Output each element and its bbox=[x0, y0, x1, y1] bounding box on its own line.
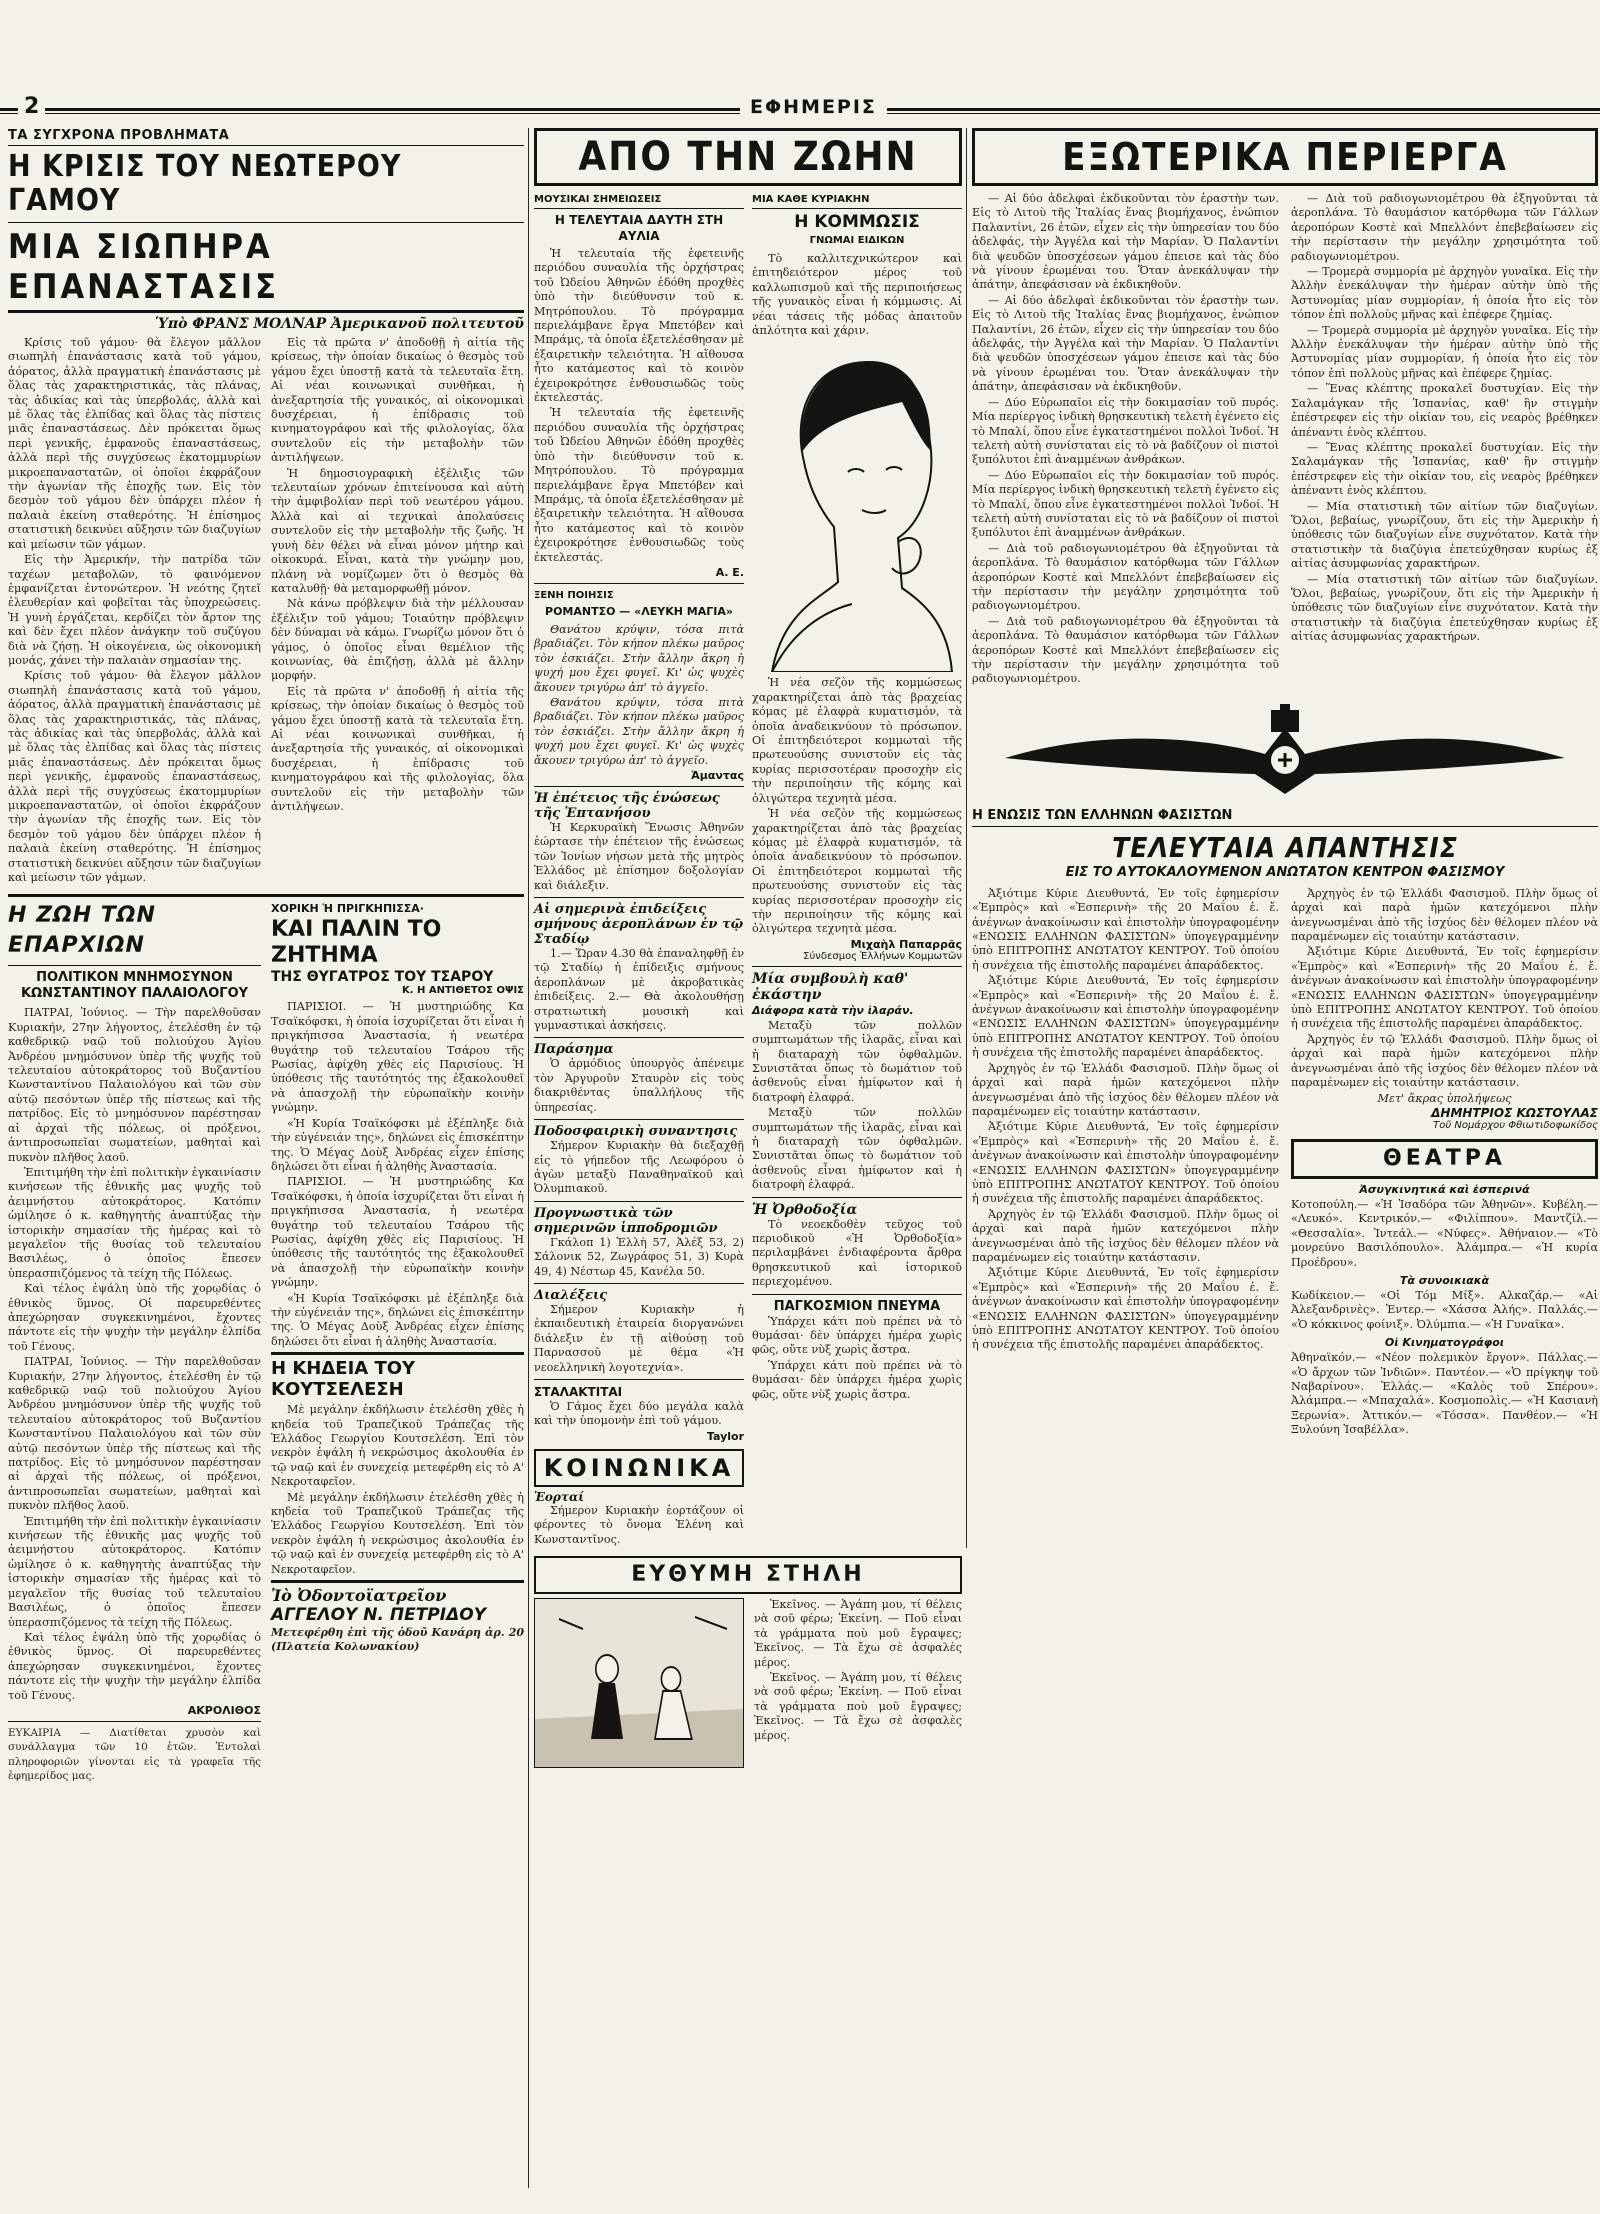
fascist-right bbox=[1291, 887, 1598, 1438]
divider bbox=[534, 786, 744, 787]
article-body bbox=[534, 947, 744, 1033]
article-subheadline: Τὰ συνοικιακὰ bbox=[1399, 1273, 1490, 1287]
paragraph: Ἀρχηγὸς ἐν τῷ Ἑλλάδι Φασισμοῦ. Πλὴν ὅμως οἱ ἀρχαὶ καὶ παρὰ ἡμῶν κατεχόμενοι πλὴν ἀνεγνωσμέναι ἀπὸ τῆς ἰσχύος δὲν θέλομεν πλέον νὰ παραμένωμεν εἰς τοιαύτην κατάστασιν. bbox=[972, 1061, 1279, 1118]
paragraph: — Διὰ τοῦ ραδιογωνιομέτρου θὰ ἐξηγοῦνται τὰ ἀεροπλάνα. Τὸ θαυμάσιον κατόρθωμα τῶν Γάλλων ἀεροπόρων Κοστὲ καὶ Μπελλόντ ἐπεβεβαίωσεν εἰς τὴν περίστασιν τὴν μεγάλην χρησιμότητα τοῦ ραδιογωνιομέτρου. bbox=[1291, 192, 1598, 263]
paragraph: Σήμερον Κυριακὴν ἑορτάζουν οἱ φέροντες τὸ ὄνομα Ἑλένη καὶ Κωνσταντῖνος. bbox=[534, 1503, 744, 1546]
closing: Μετ' ἄκρας ὑπολήψεως bbox=[1377, 1091, 1512, 1105]
paragraph: Ἡ τελευταία τῆς ἐφετεινῆς περιόδου συναυλία τῆς ὀρχήστρας τοῦ Ὠδείου Ἀθηνῶν ἐδόθη προχθὲς ὑπὸ τὴν διεύθυνσιν τοῦ κ. Μητρόπουλου. Τὸ πρόγραμμα περιελάμβανε ἔργα Μπετόβεν καὶ Μπράμς, τὰ ὁποῖα ἐξετελέσθησαν μὲ ἐξαιρετικὴν τελειότητα. Ἡ αἴθουσα ἦτο κατάμεστος καὶ τὸ κοινὸν ἐχειροκρότησε ἐνθουσιωδῶς τοὺς ἐκτελεστάς. bbox=[534, 247, 744, 405]
kicker: ΤΑ ΣΥΓΧΡΟΝΑ ΠΡΟΒΛΗΜΑΤΑ bbox=[8, 128, 524, 146]
article-headline: ΚΑΙ ΠΑΛΙΝ ΤΟ ΖΗΤΗΜΑ bbox=[271, 917, 442, 969]
paragraph: Ὑπάρχει κάτι ποὺ πρέπει νὰ τὸ θυμάσαι· δὲν ὑπάρχει ἡμέρα χωρὶς φῶς, οὔτε νὺξ χωρὶς ἄστρα. bbox=[752, 1358, 962, 1401]
paragraph: — Διὰ τοῦ ραδιογωνιομέτρου θὰ ἐξηγοῦνται τὰ ἀεροπλάνα. Τὸ θαυμάσιον κατόρθωμα τῶν Γάλλων ἀεροπόρων Κοστὲ καὶ Μπελλόντ ἐπεβεβαίωσεν εἰς τὴν περίστασιν τὴν μεγάλην χρησιμότητα τοῦ ραδιογωνιομέτρου. bbox=[972, 614, 1279, 686]
classified-ad: ΕΥΚΑΙΡΙΑ — Διατίθεται χρυσὸν καὶ συνάλλαγμα τῶν 10 ἐτῶν. Ἐντολαὶ πληροφοριῶν γίνονται εἰς τὰ γραφεῖα τῆς ἐφημερίδος μας. bbox=[8, 1726, 261, 1783]
masthead bbox=[0, 96, 1600, 118]
paragraph: Σήμερον Κυριακὴν θὰ διεξαχθῇ εἰς τὸ γήπεδον τῆς Λεωφόρου ὁ ἀγὼν μεταξὺ Παναθηναϊκοῦ καὶ Ὀλυμπιακοῦ. bbox=[534, 1139, 744, 1196]
paragraph: Ἀξιότιμε Κύριε Διευθυντά, Ἐν τοῖς ἐφημερίσιν «Ἐμπρὸς» καὶ «Ἐσπερινὴ» τῆς 20 Μαΐου ἐ. ἔ. ἀνέγνων ἀνακοίνωσιν καὶ ἐπιστολὴν ὑπογραφομένην «ΕΝΩΣΙΣ ΕΛΛΗΝΩΝ ΦΑΣΙΣΤΩΝ» ὑπογεγραμμένην ὑπὸ ΕΠΙΤΡΟΠΗΣ ΑΝΩΤΑΤΟΥ ΚΕΝΤΡΟΥ. Τοῦ ὁποίου ἡ συνέχεια τῆς ἐπιστολῆς παραμένει ἀπαράδεκτος. bbox=[1291, 945, 1598, 1031]
article-subheadline: Ἀσυγκινητικά καὶ ἑσπερινά bbox=[1359, 1182, 1530, 1196]
divider bbox=[8, 310, 524, 313]
paragraph: Ὁ Γάμος ἔχει δύο μεγάλα καλὰ καὶ τὴν ὑπομονὴν ἐπὶ τοῦ γάμου. bbox=[534, 1399, 744, 1428]
article-body bbox=[752, 1019, 962, 1193]
paragraph: Νὰ κάνω πρόβλεψιν διὰ τὴν μέλλουσαν ἐξέλιξιν τοῦ γάμου; Τοιαύτην πρόβλεψιν δὲν δύναμαι νὰ κάμω. Γνωρίζω μόνον ὅτι ὁ γάμος, ὁ ὁποῖος εἶναι θεμέλιον τῆς κοινωνίας, θὰ ἐπιζήσῃ, ἀλλὰ μὲ ἄλλην μορφήν. bbox=[271, 597, 524, 683]
column-separator bbox=[966, 128, 967, 1548]
paragraph: Εἰς τὰ πρῶτα ν' ἀποδοθῇ ἡ αἰτία τῆς κρίσεως, τὴν ὁποίαν δικαίως ὁ θεσμὸς τοῦ γάμου ἔχει ὑποστῇ κατὰ τὰ τελευταῖα ἔτη. Αἱ νέαι κοινωνικαὶ συνθῆκαι, ἡ ἀνεξαρτησία τῆς γυναικός, αἱ οἰκονομικαὶ δυσχέρειαι, ἡ ἐπίδρασις τοῦ κινηματογράφου καὶ τῆς φιλολογίας, ὅλα συντελοῦν εἰς τὴν μεταβολὴν τῶν ἀντιλήψεων. bbox=[271, 336, 524, 465]
article-headline: ΤΕΛΕΥΤΑΙΑ ΑΠΑΝΤΗΣΙΣ bbox=[1112, 830, 1458, 864]
section-header-box bbox=[1291, 1139, 1598, 1179]
article-body bbox=[534, 1236, 744, 1279]
paragraph: Ἐπιτιμήθη τὴν ἐπὶ πολιτικὴν ἐγκαινίασιν κινήσεων τῆς ἐθνικῆς μας ψυχῆς τοῦ ἀειμνήστου αὐτοκράτορος. Κατόπιν ὡμίλησε ὁ κ. καθηγητὴς ἀναπτύξας τὴν ἱστορικὴν σημασίαν τῆς ἡμέρας καὶ τὸ μεγαλεῖον τῆς θυσίας τοῦ τελευταίου Βασιλέως, ὁ ὁποῖος ἔπεσεν ὑπερασπιζόμενος τὰ τείχη τῆς Πόλεως. bbox=[8, 1165, 261, 1280]
paragraph: Μὲ μεγάλην ἐκδήλωσιν ἐτελέσθη χθὲς ἡ κηδεία τοῦ Τραπεζικοῦ Τράπεζας τῆς Ἑλλάδος Γεωργίου Κουτσελέση. Ἐπὶ τὸν νεκρὸν ἐψάλη ἡ νεκρώσιμος ἀκολουθία ἐν τῷ ναῷ καὶ ἐν συνεχείᾳ μετεφέρθη εἰς τὸ Α' Νεκροταφεῖον. bbox=[271, 1490, 524, 1576]
paragraph: Ἀξιότιμε Κύριε Διευθυντά, Ἐν τοῖς ἐφημερίσιν «Ἐμπρὸς» καὶ «Ἐσπερινὴ» τῆς 20 Μαΐου ἐ. ἔ. ἀνέγνων ἀνακοίνωσιν καὶ ἐπιστολὴν ὑπογραφομένην «ΕΝΩΣΙΣ ΕΛΛΗΝΩΝ ΦΑΣΙΣΤΩΝ» ὑπογεγραμμένην ὑπὸ ΕΠΙΤΡΟΠΗΣ ΑΝΩΤΑΤΟΥ ΚΕΝΤΡΟΥ. Τοῦ ὁποίου ἡ συνέχεια τῆς ἐπιστολῆς παραμένει ἀπαράδεκτος. bbox=[972, 1120, 1279, 1206]
paragraph: — Δύο Εὐρωπαῖοι εἰς τὴν δοκιμασίαν τοῦ πυρός. Μία περίεργος ἰνδικὴ θρησκευτικὴ τελετὴ ἐγένετο εἰς τὸ Μπαλί, ὅπου εἶνε ἐγκατεστημένοι πολλοὶ Ἰνδοί. Ἡ τελετὴ αὐτὴ συνίσταται εἰς τὸ νὰ βαδίζουν οἱ πιστοὶ ξυπόλυτοι ἐπὶ ἀναμμένων ἀνθράκων. bbox=[972, 395, 1279, 467]
paragraph: ΠΑΤΡΑΙ, Ἰούνιος. — Τὴν παρελθοῦσαν Κυριακήν, 27ην λήγοντος, ἐτελέσθη ἐν τῷ καθεδρικῷ ναῷ τοῦ πολιούχου Ἁγίου Ἀνδρέου μνημόσυνον ὑπὲρ τῆς ψυχῆς τοῦ τελευταίου αὐτοκράτορος τοῦ Βυζαντίου Κωνσταντίνου Παλαιολόγου καὶ τῶν σὺν αὐτῷ πεσόντων ὑπὲρ τῆς πίστεως καὶ τῆς πατρίδος. Εἰς τὸ μνημόσυνον παρέστησαν αἱ ἀρχαὶ τῆς πόλεως, οἱ πρόξενοι, ἀντιπροσωπεῖαι σωματείων, μαθηταὶ καὶ πυκνὸν πλῆθος λαοῦ. bbox=[8, 1355, 261, 1513]
paragraph: Εἰς τὴν Ἀμερικήν, τὴν πατρίδα τῶν ταχέων μεταβολῶν, τὸ φαινόμενον ἐμφανίζεται ἐντονώτερον. Ἡ νεότης ζητεῖ ἐλευθερίαν καὶ φοβεῖται τὰς ὑποχρεώσεις. Ἡ γυνὴ ἐργάζεται, κερδίζει τὸν ἄρτον της καὶ δὲν ἔχει πλέον ἀνάγκην τοῦ συζύγου διὰ νὰ ζήσῃ. Ἡ οἰκογένεια, ὡς οἰκονομικὴ μονάς, χάνει τὴν παλαιὰν σημασίαν της. bbox=[8, 553, 261, 667]
article-body bbox=[972, 887, 1279, 1438]
section-headline: ΚΟΙΝΩΝΙΚΑ bbox=[543, 1453, 735, 1482]
column-1 bbox=[8, 128, 524, 1784]
tsar-section bbox=[271, 901, 524, 1783]
article-headline: Προγνωστικὰ τῶν σημερινῶν ἱπποδρομιῶν bbox=[534, 1205, 718, 1236]
kicker: ΜΟΥΣΙΚΑΙ ΣΗΜΕΙΩΣΕΙΣ bbox=[534, 192, 744, 209]
paragraph: Τὸ νεοεκδοθὲν τεῦχος τοῦ περιοδικοῦ «Ἡ Ὀρθοδοξία» περιλαμβάνει ἐνδιαφέροντα ἄρθρα θρησκευτικοῦ καὶ ἱστορικοῦ περιεχομένου. bbox=[752, 1217, 962, 1289]
paragraph: ΠΑΤΡΑΙ, Ἰούνιος. — Τὴν παρελθοῦσαν Κυριακήν, 27ην λήγοντος, ἐτελέσθη ἐν τῷ καθεδρικῷ ναῷ τοῦ πολιούχου Ἁγίου Ἀνδρέου μνημόσυνον ὑπὲρ τῆς ψυχῆς τοῦ τελευταίου αὐτοκράτορος τοῦ Βυζαντίου Κωνσταντίνου Παλαιολόγου καὶ τῶν σὺν αὐτῷ πεσόντων ὑπὲρ τῆς πίστεως καὶ τῆς πατρίδος. Εἰς τὸ μνημόσυνον παρέστησαν αἱ ἀρχαὶ τῆς πόλεως, οἱ πρόξενοι, ἀντιπροσωπεῖαι σωματείων, μαθηταὶ καὶ πυκνὸν πλῆθος λαοῦ. bbox=[8, 1006, 261, 1164]
article-headline: ΠΟΛΙΤΙΚΟΝ ΜΝΗΜΟΣΥΝΟΝ bbox=[36, 970, 233, 986]
paragraph: Ἡ τελευταία τῆς ἐφετεινῆς περιόδου συναυλία τῆς ὀρχήστρας τοῦ Ὠδείου Ἀθηνῶν ἐδόθη προχθὲς ὑπὸ τὴν διεύθυνσιν τοῦ κ. Μητρόπουλου. Τὸ πρόγραμμα περιελάμβανε ἔργα Μπετόβεν καὶ Μπράμς, τὰ ὁποῖα ἐξετελέσθησαν μὲ ἐξαιρετικὴν τελειότητα. Ἡ αἴθουσα ἦτο κατάμεστος καὶ τὸ κοινὸν ἐχειροκρότησε ἐνθουσιωδῶς τοὺς ἐκτελεστάς. bbox=[534, 406, 744, 564]
paragraph: — Αἱ δύο ἀδελφαὶ ἐκδικοῦνται τὸν ἐραστὴν των. Εἰς τὸ Λιτοὺ τῆς Ἰταλίας ἕνας βιομήχανος, ἐνώπιον Παλαντίνι, 26 ἐτῶν, εἶχεν εἰς τὴν ὑπηρεσίαν του δύο ἀδελφάς, τὴν Ἀγγέλα καὶ τὴν Μαρίαν. Ὁ Παλαντίνι διὰ ψευδῶν ὑποσχέσεων γάμου ἐπεισε καὶ τὰς δύο νὰ γίνουν ἐρωμέναι του. Ὅταν ἀνεκάλυψαν τὴν ἀπάτην, ἀπεφάσισαν νὰ ἐκδικηθοῦν. bbox=[972, 293, 1279, 394]
article-headline: Η ΚΡΙΣΙΣ ΤΟΥ ΝΕΩΤΕΡΟΥ ΓΑΜΟΥ bbox=[8, 149, 402, 218]
article-body bbox=[754, 1598, 962, 1768]
signature: ΔΗΜΗΤΡΙΟΣ ΚΩΣΤΟΥΛΑΣ bbox=[1431, 1105, 1598, 1120]
article-body bbox=[534, 1400, 744, 1429]
provinces-section bbox=[8, 901, 261, 1783]
paragraph: Κρίσις τοῦ γάμου· θὰ ἔλεγον μᾶλλον σιωπηλὴ ἐπανάστασις κατὰ τοῦ γάμου, ἀόρατος, ἀλλὰ πραγματικὴ ἐπανάστασις μὲ ὅλας τὰς χαρακτηριστικάς, τὰς πλάνας, τὰς ἀδικίας καὶ τὰς ὑπερβολάς, ἀλλὰ καὶ μὲ ὅλας τὰς ἐλπίδας καὶ ὅλας τὰς πίστεις μιᾶς ἐπαναστάσεως. Δὲν πρόκειται ὅμως περὶ γενικῆς, ἐμφανοῦς ἐπαναστάσεως, ἀλλὰ περὶ τῆς συγχύσεως ἑκατομμυρίων μικροεπαναστατῶν, οἱ ὁποῖοι ἐκφράζουν τὴν ἀγωνίαν τῆς ἐποχῆς των. Εἰς τὸν δεσμὸν τοῦ γάμου δὲν ὑπάρχει πλέον ἡ παλαιὰ ἐκείνη σταθερότης. Ἡ ἐπίσημος στατιστικὴ δεικνύει αὔξησιν τῶν διαζυγίων καὶ μείωσιν τῶν γάμων. bbox=[8, 669, 261, 885]
paragraph: Ἀρχηγὸς ἐν τῷ Ἑλλάδι Φασισμοῦ. Πλὴν ὅμως οἱ ἀρχαὶ καὶ παρὰ ἡμῶν κατεχόμενοι πλὴν ἀνεγνωσμέναι ἀπὸ τῆς ἰσχύος δὲν θέλομεν πλέον νὰ παραμένωμεν εἰς τοιαύτην κατάστασιν. bbox=[1291, 1032, 1598, 1090]
poem-stanza: Θανάτου κρύψιν, τόσα πιτὰ βραδιάζει. Τὸν κήπον πλέκω μαῦρος τὸν ἐσκιάζει. Στὴν ἄλλην ἄκρη ἡ ψυχή μου ἔχει φυγεῖ. Κι' ὡς ψυχὲς ἄκουεν τριγύρω ἀπ' τὸ ἀγγεῖο. bbox=[534, 622, 744, 694]
dialogue: Ἐκεῖνος. — Ἀγάπη μου, τί θέλεις νὰ σοῦ φέρω; Ἐκείνη. — Ποῦ εἶναι τὰ γράμματα ποὺ μοῦ ἔγραψες; Ἐκεῖνος. — Τὰ ἔχω σὲ ἀσφαλὲς μέρος. bbox=[754, 1671, 962, 1742]
article-body bbox=[534, 821, 744, 893]
article-headline: Ποδοσφαιρικὴ συναντησις bbox=[534, 1124, 738, 1140]
hairstyle-illustration bbox=[752, 342, 962, 672]
kicker: ΧΟΡΙΚΗ Ἡ ΠΡΙΓΚΗΠΙΣΣΑ· bbox=[271, 902, 424, 916]
article-headline: Διαλέξεις bbox=[534, 1287, 608, 1303]
paragraph: Κρίσις τοῦ γάμου· θὰ ἔλεγον μᾶλλον σιωπηλὴ ἐπανάστασις κατὰ τοῦ γάμου, ἀόρατος, ἀλλὰ πραγματικὴ ἐπανάστασις μὲ ὅλας τὰς χαρακτηριστικάς, τὰς πλάνας, τὰς ἀδικίας καὶ τὰς ὑπερβολάς, ἀλλὰ καὶ μὲ ὅλας τὰς ἐλπίδας καὶ ὅλας τὰς πίστεις μιᾶς ἐπαναστάσεως. Δὲν πρόκειται ὅμως περὶ γενικῆς, ἐμφανοῦς ἐπαναστάσεως, ἀλλὰ περὶ τῆς συγχύσεως ἑκατομμυρίων μικροεπαναστατῶν, οἱ ὁποῖοι ἐκφράζουν τὴν ἀγωνίαν τῆς ἐποχῆς των. Εἰς τὸν δεσμὸν τοῦ γάμου δὲν ὑπάρχει πλέον ἡ παλαιὰ ἐκείνη σταθερότης. Ἡ ἐπίσημος στατιστικὴ δεικνύει αὔξησιν τῶν διαζυγίων καὶ μείωσιν τῶν γάμων. bbox=[8, 336, 261, 551]
byline: Κ. Η ΑΝΤΙΘΕΤΟΣ ΟΨΙΣ bbox=[401, 985, 524, 997]
divider bbox=[752, 966, 962, 967]
signature: Α. Ε. bbox=[715, 565, 744, 579]
divider bbox=[534, 1201, 744, 1202]
paragraph: Ἀξιότιμε Κύριε Διευθυντά, Ἐν τοῖς ἐφημερίσιν «Ἐμπρὸς» καὶ «Ἐσπερινὴ» τῆς 20 Μαΐου ἐ. ἔ. ἀνέγνων ἀνακοίνωσιν καὶ ἐπιστολὴν ὑπογραφομένην «ΕΝΩΣΙΣ ΕΛΛΗΝΩΝ ΦΑΣΙΣΤΩΝ» ὑπογεγραμμένην ὑπὸ ΕΠΙΤΡΟΠΗΣ ΑΝΩΤΑΤΟΥ ΚΕΝΤΡΟΥ. Τοῦ ὁποίου ἡ συνέχεια τῆς ἐπιστολῆς παραμένει ἀπαράδεκτος. bbox=[972, 1266, 1279, 1352]
article-body bbox=[8, 1006, 261, 1703]
paragraph: ΠΑΡΙΣΙΟΙ. — Ἡ μυστηριώδης Κα Τσαϊκόφσκι, ἡ ὁποία ἰσχυρίζεται ὅτι εἶναι ἡ πριγκήπισσα Ἀναστασία, ἡ νεωτέρα θυγάτηρ τοῦ τελευταίου Τσάρου τῆς Ρωσίας, ἀφίχθη χθὲς εἰς Παρισίους. Ἡ ὑπόθεσις τῆς ταυτότητός της ἐξακολουθεῖ νὰ ἀπασχολῇ τὴν εὐρωπαϊκὴν κοινὴν γνώμην. bbox=[271, 1175, 524, 1290]
signature-title: Τοῦ Νομάρχου Φθιωτιδοφωκίδος bbox=[1433, 1119, 1598, 1131]
article-headline: Ἡ ἐπέτειος τῆς ἑνώσεως τῆς Ἑπτανήσου bbox=[534, 791, 720, 821]
paragraph: Ὁ ἀρμόδιος ὑπουργὸς ἀπένειμε τὸν Ἀργυροῦν Σταυρὸν εἰς τοὺς διακριθέντας ὑπαλλήλους τῆς ὑπηρεσίας. bbox=[534, 1057, 744, 1114]
paragraph: Ἀξιότιμε Κύριε Διευθυντά, Ἐν τοῖς ἐφημερίσιν «Ἐμπρὸς» καὶ «Ἐσπερινὴ» τῆς 20 Μαΐου ἐ. ἔ. ἀνέγνων ἀνακοίνωσιν καὶ ἐπιστολὴν ὑπογραφομένην «ΕΝΩΣΙΣ ΕΛΛΗΝΩΝ ΦΑΣΙΣΤΩΝ» ὑπογεγραμμένην ὑπὸ ΕΠΙΤΡΟΠΗΣ ΑΝΩΤΑΤΟΥ ΚΕΝΤΡΟΥ. Τοῦ ὁποίου ἡ συνέχεια τῆς ἐπιστολῆς παραμένει ἀπαράδεκτος. bbox=[972, 974, 1279, 1060]
page-number: 2 bbox=[18, 96, 45, 118]
paragraph: Καὶ τέλος ἐψάλη ὑπὸ τῆς χορῳδίας ὁ ἐθνικὸς ὕμνος. Οἱ παρευρεθέντες ἀπεχώρησαν συγκεκινημένοι, ἔχοντες πάντοτε εἰς τὴν ψυχὴν τὴν μεγάλην ἐλπίδα τοῦ Γένους. bbox=[8, 1630, 261, 1702]
divider bbox=[534, 897, 744, 898]
eagle-emblem-icon bbox=[985, 698, 1585, 808]
article-body bbox=[8, 336, 261, 886]
article-body bbox=[752, 676, 962, 936]
article-body bbox=[972, 192, 1279, 688]
article-body bbox=[752, 1315, 962, 1402]
paper-name: ΕΦΗΜΕΡΙΣ bbox=[740, 97, 887, 117]
article-headline: Παράσημα bbox=[534, 1042, 614, 1058]
article-headline: Ἡ Ὀρθοδοξία bbox=[752, 1201, 858, 1218]
paragraph: 1.— Ὥραν 4.30 θὰ ἐπαναληφθῇ ἐν τῷ Σταδίῳ ἡ ἐπίδειξις σμήνους ἀεροπλάνων μὲ ἀκροβατικὰς ἐπιδείξεις. 2.— Θὰ ἀκολουθήσῃ στρατιωτικὴ μουσικὴ καὶ γυμναστικαὶ ἀσκήσεις. bbox=[534, 947, 744, 1033]
divider bbox=[752, 1197, 962, 1198]
section-header-box bbox=[534, 1556, 962, 1594]
paragraph: Καὶ τέλος ἐψάλη ὑπὸ τῆς χορῳδίας ὁ ἐθνικὸς ὕμνος. Οἱ παρευρεθέντες ἀπεχώρησαν συγκεκινημένοι, ἔχοντες πάντοτε εἰς τὴν ψυχὴν τὴν μεγάλην ἐλπίδα τοῦ Γένους. bbox=[8, 1282, 261, 1353]
poem-body bbox=[534, 623, 744, 768]
paragraph: Τὸ καλλιτεχνικώτερον καὶ ἐπιτηδειότερον μέρος τοῦ καλλωπισμοῦ καὶ τῆς περιποιήσεως τῆς γυναικὸς εἶναι ἡ κόμμωσις. Αἱ νέαι τάσεις τῆς μόδας ἀπαιτοῦν ἁπλότητα καὶ χάριν. bbox=[752, 252, 962, 338]
section-header-box bbox=[534, 1449, 744, 1487]
article-headline: Αἱ σημερινὰ ἐπιδείξεις σμήνους ἀεροπλάνων ἐν τῷ Σταδίῳ bbox=[534, 902, 744, 948]
paragraph: Μεταξὺ τῶν πολλῶν συμπτωμάτων τῆς ἰλαρᾶς, εἶναι καὶ ἡ διαταραχὴ τῶν ὀφθαλμῶν. Συνιστᾶται ὅπως τὸ δωμάτιον τοῦ ἀσθενοῦς εἶναι ἡμίφωτον καὶ ἡ διατροφὴ ἐλαφρά. bbox=[752, 1018, 962, 1104]
article-headline: ΣΤΑΛΑΚΤΙΤΑΙ bbox=[534, 1384, 623, 1399]
section-header-box bbox=[534, 128, 962, 186]
column-2 bbox=[534, 128, 962, 1768]
divider bbox=[8, 1721, 261, 1722]
column-separator bbox=[528, 128, 529, 2188]
section-headline: ΕΞΩΤΕΡΙΚΑ ΠΕΡΙΕΡΓΑ bbox=[1062, 135, 1508, 179]
paragraph: Ἐπιτιμήθη τὴν ἐπὶ πολιτικὴν ἐγκαινίασιν κινήσεων τῆς ἐθνικῆς μας ψυχῆς τοῦ ἀειμνήστου αὐτοκράτορος. Κατόπιν ὡμίλησε ὁ κ. καθηγητὴς ἀναπτύξας τὴν ἱστορικὴν σημασίαν τῆς ἡμέρας καὶ τὸ μεγαλεῖον τῆς θυσίας τοῦ τελευταίου Βασιλέως, ὁ ὁποῖος ἔπεσεν ὑπερασπιζόμενος τὰ τείχη τῆς Πόλεως. bbox=[8, 1514, 261, 1629]
article-subheadline: ΜΙΑ ΣΙΩΠΗΡΑ ΕΠΑΝΑΣΤΑΣΙΣ bbox=[8, 227, 280, 307]
article-headline: Η ΚΟΜΜΩΣΙΣ bbox=[794, 212, 920, 232]
hairdressing-section bbox=[752, 192, 962, 1548]
divider bbox=[271, 1352, 524, 1355]
kicker: ΞΕΝΗ ΠΟΙΗΣΙΣ bbox=[534, 589, 614, 601]
signature: Taylor bbox=[706, 1429, 744, 1443]
article-body bbox=[534, 1057, 744, 1115]
article-body bbox=[534, 1139, 744, 1197]
paragraph: Ἡ νέα σεζὸν τῆς κομμώσεως χαρακτηρίζεται ἀπὸ τὰς βραχείας κόμας μὲ ἐλαφρὰ κυματισμόν, τὰ ὁποῖα ἀναδεικνύουν τὸ πρόσωπον. Οἱ ἐπιτηδειότεροι κομμωταὶ τῆς πρωτευούσης συνιστοῦν εἰς τὰς κυρίας περισσοτέραν προσοχὴν εἰς τὴν περιποίησιν τῆς κόμης καὶ ὀλιγώτερα τεχνητὰ μέσα. bbox=[752, 807, 962, 936]
divider bbox=[8, 894, 524, 897]
article-body bbox=[534, 247, 744, 565]
article-body bbox=[534, 1504, 744, 1547]
divider bbox=[271, 1580, 524, 1583]
section-headline: ΘΕΑΤΡΑ bbox=[1383, 1145, 1506, 1171]
article-body bbox=[752, 1218, 962, 1290]
kicker: Η ΕΝΩΣΙΣ ΤΩΝ ΕΛΛΗΝΩΝ ΦΑΣΙΣΤΩΝ bbox=[972, 808, 1598, 827]
byline: Ὑπὸ ΦΡΑΝΣ ΜΟΛΝΑΡ Ἀμερικανοῦ πολιτευτοῦ bbox=[154, 316, 524, 332]
article-subheadline: Οἱ Κινηματογράφοι bbox=[1384, 1336, 1505, 1350]
poem-stanza: Θανάτου κρύψιν, τόσα πιτὰ βραδιάζει. Τὸν κήπον πλέκω μαῦρος τὸν ἐσκιάζει. Στὴν ἄλλην ἄκρη ἡ ψυχή μου ἔχει φυγεῖ. Κι' ὡς ψυχὲς ἄκουεν τριγύρω ἀπ' τὸ ἀγγεῖο. bbox=[534, 695, 744, 767]
divider bbox=[534, 1379, 744, 1380]
paragraph: — Δύο Εὐρωπαῖοι εἰς τὴν δοκιμασίαν τοῦ πυρός. Μία περίεργος ἰνδικὴ θρησκευτικὴ τελετὴ ἐγένετο εἰς τὸ Μπαλί, ὅπου εἶνε ἐγκατεστημένοι πολλοὶ Ἰνδοί. Ἡ τελετὴ αὐτὴ συνίσταται εἰς τὸ νὰ βαδίζουν οἱ πιστοὶ ξυπόλυτοι ἐπὶ ἀναμμένων ἀνθράκων. bbox=[972, 468, 1279, 540]
paragraph: — Ἕνας κλέπτης προκαλεῖ δυστυχίαν. Εἰς τὴν Σαλαμάγκαν τῆς Ἱσπανίας, καθ' ἣν στιγμὴν ἐπέστρεφεν εἰς τὴν οἰκίαν του, εἰς νεαρὸς βρέθηκεν ἀπέναντι ἑνὸς κλέπτου. bbox=[1291, 440, 1598, 498]
article-headline: ΚΩΝΣΤΑΝΤΙΝΟΥ ΠΑΛΑΙΟΛΟΓΟΥ bbox=[20, 986, 249, 1002]
divider bbox=[8, 965, 261, 966]
paragraph: — Τρομερὰ συμμορία μὲ ἀρχηγὸν γυναῖκα. Εἰς τὴν Ἀλλὴν ἐνεκάλυψαν τὴν ἡμέραν αὐτὴν ὑπὸ τῆς Ἀστυνομίας μίαν συμμορίαν, ἡ ὁποία ἦτο εἰς τὸν τόπον ἐπὶ πολλοὺς μῆνας καὶ ἐπέφερε ζημίας. bbox=[1291, 323, 1598, 380]
article-subheadline: ΤΗΣ ΘΥΓΑΤΡΟΣ ΤΟΥ ΤΣΑΡΟΥ bbox=[271, 969, 494, 986]
section-header-box bbox=[972, 128, 1598, 186]
column-3 bbox=[972, 128, 1598, 1438]
signature: Μιχαὴλ Παπαρρᾶς bbox=[850, 937, 962, 951]
article-body bbox=[752, 252, 962, 338]
divider bbox=[8, 222, 524, 223]
paragraph: — Μία στατιστικὴ τῶν αἰτίων τῶν διαζυγίων. Ὅλοι, βεβαίως, γνωρίζουν, ὅτι εἰς τὴν Ἀμερικὴν ἡ ὑπόθεσις τῶν διαζυγίων εἶνε συχνότατον. Κατὰ τὴν στατιστικὴν τὰ διαζύγια ἐπετεύχθησαν κυρίως ἐξ αἰτίας ἀσυμφωνίας χαρακτήρων. bbox=[1291, 499, 1598, 571]
article-body bbox=[1291, 887, 1598, 1091]
article-body bbox=[534, 1303, 744, 1375]
cartoon-illustration bbox=[534, 1598, 744, 1768]
article-subheadline: ΕΙΣ ΤΟ ΑΥΤΟΚΑΛΟΥΜΕΝΟΝ ΑΝΩΤΑΤΟΝ ΚΕΝΤΡΟΝ ΦΑΣΙΣΜΟΥ bbox=[1065, 864, 1505, 880]
article-headline: Μία συμβουλὴ καθ' ἑκάστην bbox=[752, 970, 909, 1003]
article-body bbox=[1291, 192, 1598, 688]
paragraph: «Ἡ Κυρία Τσαϊκόφσκι μὲ ἐξέπληξε διὰ τὴν εὐγένειάν της», δηλώνει εἰς ἐπισκέπτην της. Ὁ Μέγας Δοὺξ Ἀνδρέας εἶχεν ἐπίσης δηλώσει ὅτι εἶναι ἡ ἀληθὴς Ἀναστασία. bbox=[271, 1116, 524, 1173]
article-subheadline: ΓΝΩΜΑΙ ΕΙΔΙΚΩΝ bbox=[809, 235, 905, 246]
paragraph: ΠΑΡΙΣΙΟΙ. — Ἡ μυστηριώδης Κα Τσαϊκόφσκι, ἡ ὁποία ἰσχυρίζεται ὅτι εἶναι ἡ πριγκήπισσα Ἀναστασία, ἡ νεωτέρα θυγάτηρ τοῦ τελευταίου Τσάρου τῆς Ρωσίας, ἀφίχθη χθὲς εἰς Παρισίους. Ἡ ὑπόθεσις τῆς ταυτότητός της ἐξακολουθεῖ νὰ ἀπασχολῇ τὴν εὐρωπαϊκὴν κοινὴν γνώμην. bbox=[271, 1000, 524, 1115]
article-subheadline: Διάφορα κατὰ τὴν ἰλαράν. bbox=[752, 1003, 914, 1017]
signature-org: Σύνδεσμος Ἑλλήνων Κομμωτῶν bbox=[803, 950, 962, 962]
article-headline: ΠΑΓΚΟΣΜΙΟΝ ΠΝΕΥΜΑ bbox=[773, 1298, 941, 1314]
listing: Κωδίκειον.— «Οἱ Τόμ Μίξ». Αλκαζάρ.— «Αἰ Ἀλεξανδρινὲς». Ἐντερ.— «Χάσσα Ἀλής». Παλλάς.— «Ὁ κόκκινος φοίνιξ». Ὀλύμπια.— «Ἡ Γυναῖκα». bbox=[1291, 1288, 1598, 1331]
poem-title: ΡΟΜΑΝΤΣΟ — «ΛΕΥΚΗ ΜΑΓΙΑ» bbox=[545, 604, 733, 618]
paragraph: — Μία στατιστικὴ τῶν αἰτίων τῶν διαζυγίων. Ὅλοι, βεβαίως, γνωρίζουν, ὅτι εἰς τὴν Ἀμερικὴν ἡ ὑπόθεσις τῶν διαζυγίων εἶνε συχνότατον. Κατὰ τὴν στατιστικὴν τὰ διαζύγια ἐπετεύχθησαν κυρίως ἐξ αἰτίας ἀσυμφωνίας χαρακτήρων. bbox=[1291, 572, 1598, 644]
signature: Ἀμαντας bbox=[691, 769, 744, 782]
paragraph: Μὲ μεγάλην ἐκδήλωσιν ἐτελέσθη χθὲς ἡ κηδεία τοῦ Τραπεζικοῦ Τράπεζας τῆς Ἑλλάδος Γεωργίου Κουτσελέση. Ἐπὶ τὸν νεκρὸν ἐψάλη ἡ νεκρώσιμος ἀκολουθία ἐν τῷ ναῷ καὶ ἐν συνεχείᾳ μετεφέρθη εἰς τὸ Α' Νεκροταφεῖον. bbox=[271, 1403, 524, 1489]
paragraph: — Διὰ τοῦ ραδιογωνιομέτρου θὰ ἐξηγοῦνται τὰ ἀεροπλάνα. Τὸ θαυμάσιον κατόρθωμα τῶν Γάλλων ἀεροπόρων Κοστὲ καὶ Μπελλόντ ἐπεβεβαίωσεν εἰς τὴν περίστασιν τὴν μεγάλην χρησιμότητα τοῦ ραδιογωνιομέτρου. bbox=[972, 541, 1279, 613]
paragraph: Ἀρχηγὸς ἐν τῷ Ἑλλάδι Φασισμοῦ. Πλὴν ὅμως οἱ ἀρχαὶ καὶ παρὰ ἡμῶν κατεχόμενοι πλὴν ἀνεγνωσμέναι ἀπὸ τῆς ἰσχύος δὲν θέλομεν πλέον νὰ παραμένωμεν εἰς τοιαύτην κατάστασιν. bbox=[972, 1207, 1279, 1264]
paragraph: Γκάλοπ 1) Ἑλλὴ 57, Ἀλέξ 53, 2) Σάλονικ 52, Ζωγράφος 51, 3) Κυρὰ 49, 4) Νέστωρ 45, Κανέλα 50. bbox=[534, 1235, 744, 1278]
paragraph: Ἀξιότιμε Κύριε Διευθυντά, Ἐν τοῖς ἐφημερίσιν «Ἐμπρὸς» καὶ «Ἐσπερινὴ» τῆς 20 Μαΐου ἐ. ἔ. ἀνέγνων ἀνακοίνωσιν καὶ ἐπιστολὴν ὑπογραφομένην «ΕΝΩΣΙΣ ΕΛΛΗΝΩΝ ΦΑΣΙΣΤΩΝ» ὑπογεγραμμένην ὑπὸ ΕΠΙΤΡΟΠΗΣ ΑΝΩΤΑΤΟΥ ΚΕΝΤΡΟΥ. Τοῦ ὁποίου ἡ συνέχεια τῆς ἐπιστολῆς παραμένει ἀπαράδεκτος. bbox=[972, 886, 1279, 972]
woman-portrait-icon bbox=[752, 342, 960, 672]
ad-title: Ἰὸ Ὀδοντοϊατρεῖον bbox=[271, 1586, 447, 1606]
ad-address: Μετεφέρθη ἐπὶ τῆς ὁδοῦ Κανάρη ἀρ. 20 (Πλατεία Κολωνακίου) bbox=[271, 1626, 524, 1654]
music-notes bbox=[534, 192, 744, 1548]
listing: Κοτοπούλη.— «Ἡ Ἰσαδόρα τῶν Ἀθηνῶν». Κυβέλη.— «Λευκό». Κεντρικόν.— «Φιλίππου». Μαντζίλ.— «Θεσσαλία». Ἰντεάλ.— «Νύφες». Ἀθήναιον.— «Τὸ μονρεύνο Βασιλόπουλο». Ἀλάμπρα.— «Ἡ κυρία Προέδρου». bbox=[1291, 1197, 1598, 1269]
article-headline: Η ΤΕΛΕΥΤΑΙΑ ΔΑΥΤΗ ΣΤΗ ΑΥΛΙΑ bbox=[554, 213, 724, 243]
paragraph: Ἡ Κερκυραϊκὴ Ἕνωσις Ἀθηνῶν ἑώρτασε τὴν ἐπέτειον τῆς ἑνώσεως τῶν Ἰονίων νήσων μετὰ τῆς μητρὸς Ἑλλάδος μὲ ἐπίσημον δοξολογίαν καὶ διάλεξιν. bbox=[534, 821, 744, 892]
article-headline: Η ΚΗΔΕΙΑ ΤΟΥ ΚΟΥΤΣΕΛΕΣΗ bbox=[271, 1358, 416, 1401]
kicker: ΜΙΑ ΚΑΘΕ ΚΥΡΙΑΚΗΝ bbox=[752, 192, 962, 209]
listing: Ἀθηναϊκόν.— «Νέον πολεμικὸν ἔργον». Πάλλας.— «Ὁ ἄρχων τῶν Ἰνδιῶν». Παντέον.— «Ὁ πρίγκηψ τοῦ Ναβαρίνου». Ἐλλάς.— «Καλὸς τοῦ Σπέρου». Ἀλάμπρα.— «Μπαχαλά». Κοσμοπολὶς.— «Ἡ Κασιανὴ Ξερωνία». Ἀττικόν.— «Τόσσα». Πανθέον.— «Ἡ Ξυλούνη Ἰσαβέλλα». bbox=[1291, 1351, 1598, 1437]
article-headline: Ἑορταί bbox=[534, 1489, 585, 1504]
paragraph: Ὑπάρχει κάτι ποὺ πρέπει νὰ τὸ θυμάσαι· δὲν ὑπάρχει ἡμέρα χωρὶς φῶς, οὔτε νὺξ χωρὶς ἄστρα. bbox=[752, 1314, 962, 1357]
paragraph: Ἡ δημοσιογραφικὴ ἐξέλιξις τῶν τελευταίων χρόνων ἐπιτείνουσα καὶ αὐτὴ τὴν ἀμφιβολίαν περὶ τοῦ νεωτέρου γάμου. Ἀλλὰ καὶ αἱ τεχνικαὶ ἀπολαύσεις συντελοῦν εἰς τὴν μεταβολὴν τῆς ζωῆς. Ἡ γυνὴ δὲν θέλει νὰ εἶναι μόνον μήτηρ καὶ οἰκοκυρά. Εἶναι, κατὰ τὴν γνώμην μου, πλάνη νὰ νομίζωμεν ὅτι ὁ θεσμὸς θὰ καταλυθῇ· θὰ μεταμορφωθῇ μόνον. bbox=[271, 466, 524, 595]
signature: ΑΚΡΟΛΙΘΟΣ bbox=[187, 1703, 261, 1717]
dialogue: Ἐκεῖνος. — Ἀγάπη μου, τί θέλεις νὰ σοῦ φέρω; Ἐκείνη. — Ποῦ εἶναι τὰ γράμματα ποὺ μοῦ ἔγραψες; Ἐκεῖνος. — Τὰ ἔχω σὲ ἀσφαλὲς μέρος. bbox=[754, 1598, 962, 1669]
emblem-illustration bbox=[972, 698, 1598, 808]
paragraph: Ἡ νέα σεζὸν τῆς κομμώσεως χαρακτηρίζεται ἀπὸ τὰς βραχείας κόμας μὲ ἐλαφρὰ κυματισμόν, τὰ ὁποῖα ἀναδεικνύουν τὸ πρόσωπον. Οἱ ἐπιτηδειότεροι κομμωταὶ τῆς πρωτευούσης συνιστοῦν εἰς τὰς κυρίας περισσοτέραν προσοχὴν εἰς τὴν περιποίησιν τῆς κόμης καὶ ὀλιγώτερα τεχνητὰ μέσα. bbox=[752, 676, 962, 805]
section-headline: ΑΠΟ ΤΗΝ ΖΩΗΝ bbox=[578, 134, 918, 180]
divider bbox=[534, 1283, 744, 1284]
paragraph: Μεταξὺ τῶν πολλῶν συμπτωμάτων τῆς ἰλαρᾶς, εἶναι καὶ ἡ διαταραχὴ τῶν ὀφθαλμῶν. Συνιστᾶται ὅπως τὸ δωμάτιον τοῦ ἀσθενοῦς εἶναι ἡμίφωτον καὶ ἡ διατροφὴ ἐλαφρά. bbox=[752, 1106, 962, 1192]
divider bbox=[534, 1119, 744, 1120]
paragraph: Εἰς τὰ πρῶτα ν' ἀποδοθῇ ἡ αἰτία τῆς κρίσεως, τὴν ὁποίαν δικαίως ὁ θεσμὸς τοῦ γάμου ἔχει ὑποστῇ κατὰ τὰ τελευταῖα ἔτη. Αἱ νέαι κοινωνικαὶ συνθῆκαι, ἡ ἀνεξαρτησία τῆς γυναικός, αἱ οἰκονομικαὶ δυσχέρειαι, ἡ ἐπίδρασις τοῦ κινηματογράφου καὶ τῆς φιλολογίας, ὅλα συντελοῦν εἰς τὴν μεταβολὴν τῶν ἀντιλήψεων. bbox=[271, 684, 524, 813]
section-headline: Η ΖΩΗ ΤΩΝ ΕΠΑΡΧΙΩΝ bbox=[8, 903, 156, 959]
divider bbox=[534, 583, 744, 584]
paragraph: — Ἕνας κλέπτης προκαλεῖ δυστυχίαν. Εἰς τὴν Σαλαμάγκαν τῆς Ἱσπανίας, καθ' ἣν στιγμὴν ἐπέστρεφεν εἰς τὴν οἰκίαν του, εἰς νεαρὸς βρέθηκεν ἀπέναντι ἑνὸς κλέπτου. bbox=[1291, 382, 1598, 439]
cartoon-couple-icon bbox=[535, 1599, 743, 1768]
paragraph: — Τρομερὰ συμμορία μὲ ἀρχηγὸν γυναῖκα. Εἰς τὴν Ἀλλὴν ἐνεκάλυψαν τὴν ἡμέραν αὐτὴν ὑπὸ τῆς Ἀστυνομίας μίαν συμμορίαν, ἡ ὁποία ἦτο εἰς τὸν τόπον ἐπὶ πολλοὺς μῆνας καὶ ἐπέφερε ζημίας. bbox=[1291, 265, 1598, 322]
article-body bbox=[271, 336, 524, 886]
paragraph: — Αἱ δύο ἀδελφαὶ ἐκδικοῦνται τὸν ἐραστὴν των. Εἰς τὸ Λιτοὺ τῆς Ἰταλίας ἕνας βιομήχανος, ἐνώπιον Παλαντίνι, 26 ἐτῶν, εἶχεν εἰς τὴν ὑπηρεσίαν του δύο ἀδελφάς, τὴν Ἀγγέλα καὶ τὴν Μαρίαν. Ὁ Παλαντίνι διὰ ψευδῶν ὑποσχέσεων γάμου ἐπεισε καὶ τὰς δύο νὰ γίνουν ἐρωμέναι του. Ὅταν ἀνεκάλυψαν τὴν ἀπάτην, ἀπεφάσισαν νὰ ἐκδικηθοῦν. bbox=[972, 192, 1279, 292]
divider bbox=[534, 1037, 744, 1038]
article-body bbox=[271, 1000, 524, 1349]
paragraph: Σήμερον Κυριακὴν ἡ ἐκπαιδευτικὴ ἑταιρεία διοργανώνει διάλεξιν ἐν τῇ αἰθούσῃ τοῦ Παρνασσοῦ μὲ θέμα «Ἡ νεοελληνικὴ λογοτεχνία». bbox=[534, 1302, 744, 1374]
ad-name: ΑΓΓΕΛΟΥ Ν. ΠΕΤΡΙΔΟΥ bbox=[271, 1605, 487, 1626]
article-body bbox=[271, 1403, 524, 1577]
divider bbox=[752, 1294, 962, 1295]
section-headline: ΕΥΘΥΜΗ ΣΤΗΛΗ bbox=[631, 1562, 865, 1587]
paragraph: «Ἡ Κυρία Τσαϊκόφσκι μὲ ἐξέπληξε διὰ τὴν εὐγένειάν της», δηλώνει εἰς ἐπισκέπτην της. Ὁ Μέγας Δοὺξ Ἀνδρέας εἶχεν ἐπίσης δηλώσει ὅτι εἶναι ἡ ἀληθὴς Ἀναστασία. bbox=[271, 1291, 524, 1348]
paragraph: Ἀρχηγὸς ἐν τῷ Ἑλλάδι Φασισμοῦ. Πλὴν ὅμως οἱ ἀρχαὶ καὶ παρὰ ἡμῶν κατεχόμενοι πλὴν ἀνεγνωσμέναι ἀπὸ τῆς ἰσχύος δὲν θέλομεν πλέον νὰ παραμένωμεν εἰς τοιαύτην κατάστασιν. bbox=[1291, 886, 1598, 944]
